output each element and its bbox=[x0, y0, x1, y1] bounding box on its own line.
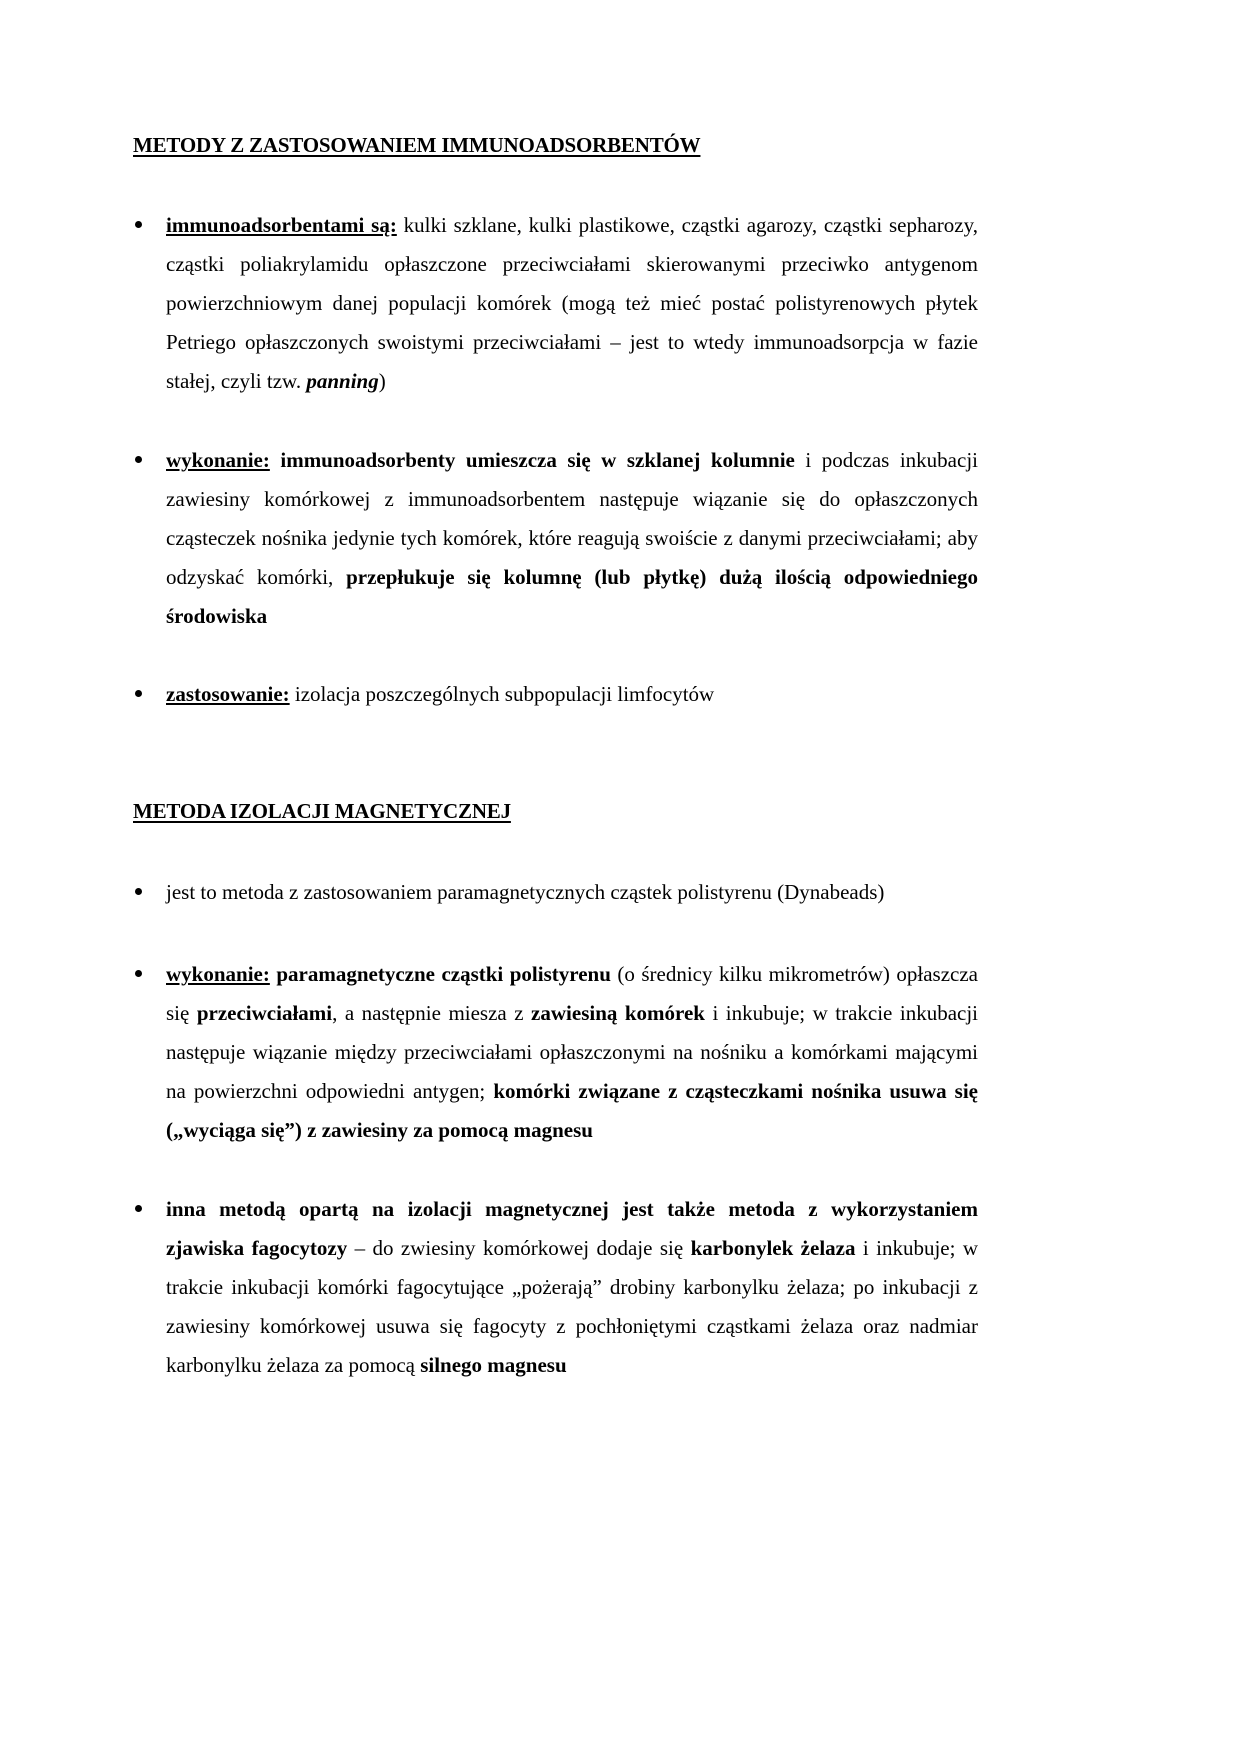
list-item-text: wykonanie: paramagnetyczne cząstki polistyrenu (o średnicy kilku mikrometrów) opłaszcza się przeciwciałami, a następnie miesza z zawiesiną komórek i inkubuje; w trakcie inkubacji następuje wiązanie między przeciwciałami opłaszczonymi na nośniku a komórkami mającymi na powierzchni odpowiedni antygen; komórki związane z cząsteczkami nośnika usuwa się („wyciąga się”) z zawiesiny za pomocą magnesu bbox=[166, 962, 979, 1142]
list-item-phagocytosis-method bbox=[133, 1190, 978, 1385]
list-item-immunoadsorbents bbox=[133, 206, 978, 401]
bullet-icon bbox=[133, 675, 168, 714]
list-item-text: immunoadsorbentami są: kulki szklane, kulki plastikowe, cząstki agarozy, cząstki sepharozy, cząstki poliakrylamidu opłaszczone przeciwciałami skierowanymi przeciwko antygenom powierzchniowym danej populacji komórek (mogą też mieć postać polistyrenowych płytek Petriego opłaszczonych swoistymi przeciwciałami – jest to wtedy immunoadsorpcja w fazie stałej, czyli tzw. panning) bbox=[166, 213, 978, 393]
section-heading-immunoadsorbents: METODY Z ZASTOSOWANIEM IMMUNOADSORBENTÓW bbox=[133, 133, 701, 157]
item-label: wykonanie: bbox=[166, 962, 270, 986]
item-label: wykonanie: bbox=[166, 448, 270, 472]
list-item-procedure bbox=[133, 441, 978, 636]
list-item-application bbox=[133, 675, 978, 714]
item-label: immunoadsorbentami są: bbox=[166, 213, 397, 237]
bullet-icon bbox=[133, 873, 168, 912]
list-item-text: wykonanie: immunoadsorbenty umieszcza się w szklanej kolumnie i podczas inkubacji zawiesiny komórkowej z immunoadsorbentem następuje wiązanie się do opłaszczonych cząsteczek nośnika jedynie tych komórek, które reagują swoiście z danymi przeciwciałami; aby odzyskać komórki, przepłukuje się kolumnę (lub płytkę) dużą ilością odpowiedniego środowiska bbox=[166, 448, 979, 628]
list-item-procedure bbox=[133, 955, 978, 1150]
emphasis-term: panning bbox=[306, 369, 379, 393]
list-item-definition bbox=[133, 873, 978, 912]
bullet-icon bbox=[133, 441, 168, 480]
item-label: zastosowanie: bbox=[166, 682, 290, 706]
section-heading-magnetic-isolation: METODA IZOLACJI MAGNETYCZNEJ bbox=[133, 799, 511, 823]
bullet-icon bbox=[133, 206, 168, 245]
list-item-text: inna metodą opartą na izolacji magnetycznej jest także metoda z wykorzystaniem zjawiska fagocytozy – do zwiesiny komórkowej dodaje się karbonylek żelaza i inkubuje; w trakcie inkubacji komórki fagocytujące „pożerają” drobiny karbonylku żelaza; po inkubacji z zawiesiny komórkowej usuwa się fagocyty z pochłoniętymi cząstkami żelaza oraz nadmiar karbonylku żelaza za pomocą silnego magnesu bbox=[166, 1197, 979, 1377]
list-item-text: zastosowanie: izolacja poszczególnych subpopulacji limfocytów bbox=[166, 682, 715, 706]
bullet-icon bbox=[133, 1190, 168, 1229]
list-item-text: jest to metoda z zastosowaniem paramagnetycznych cząstek polistyrenu (Dynabeads) bbox=[166, 880, 885, 904]
bullet-icon bbox=[133, 955, 168, 994]
